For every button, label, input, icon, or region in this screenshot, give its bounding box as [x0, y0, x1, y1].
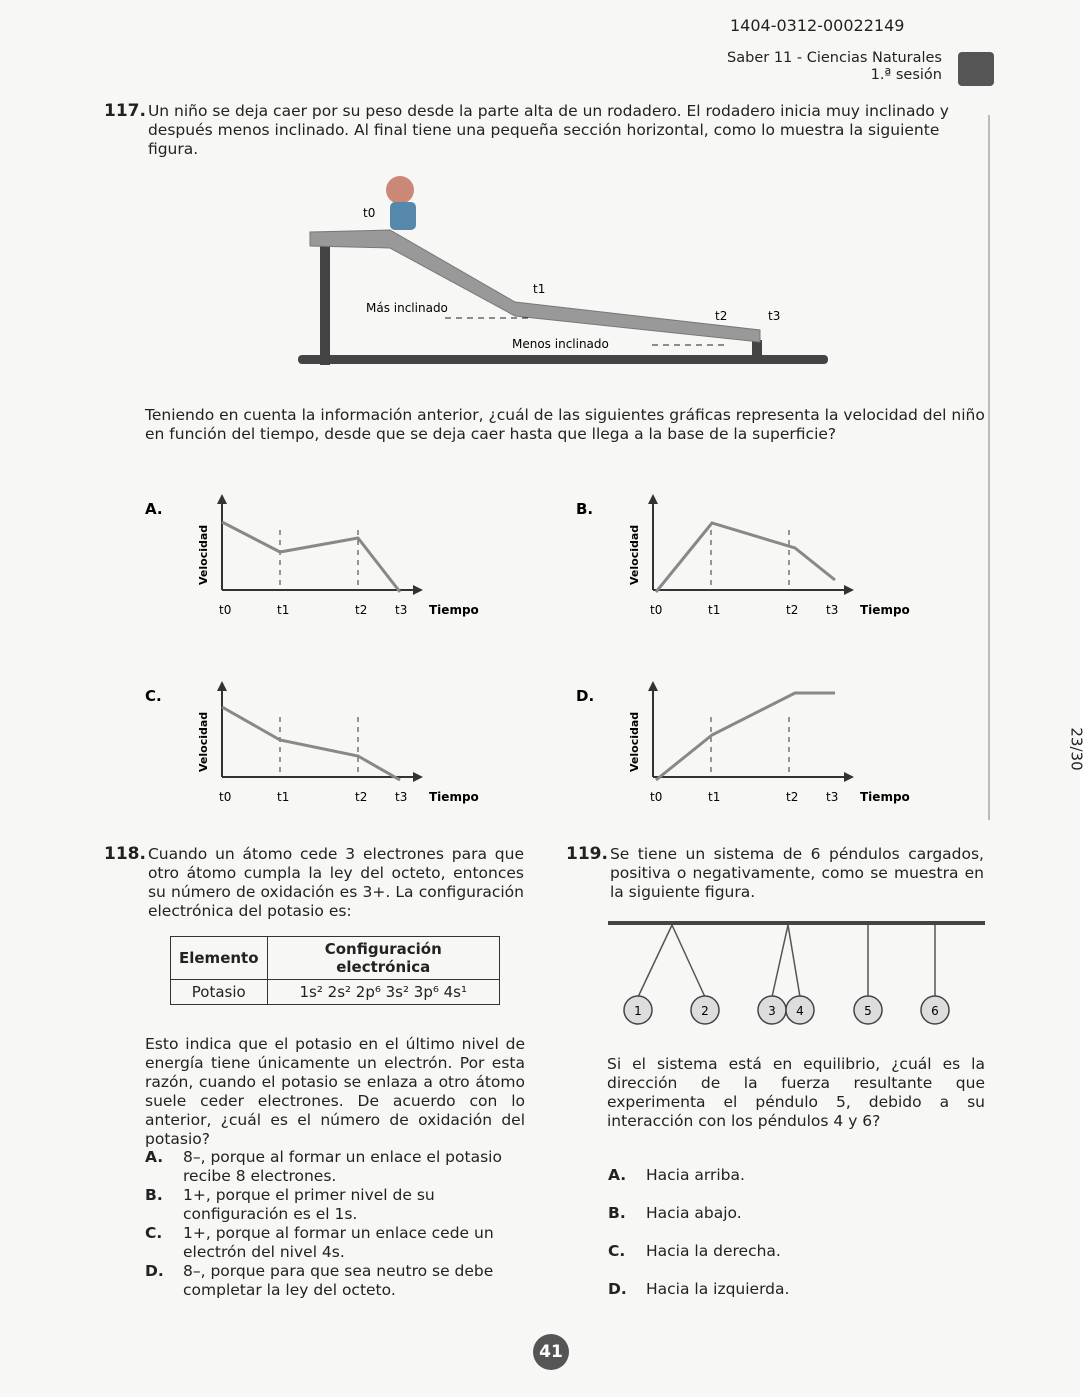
option-letter: A.: [145, 1148, 164, 1166]
answer-option[interactable]: [608, 1166, 986, 1185]
question-119-intro: [566, 845, 984, 902]
graph-letter: A.: [145, 500, 163, 518]
pendulum-number: 1: [634, 1004, 642, 1018]
option-letter: B.: [145, 1186, 163, 1204]
x-axis-arrow-icon: [413, 772, 423, 782]
pendulum-string: [672, 925, 705, 997]
y-axis-arrow-icon: [648, 494, 658, 504]
x-axis-label: Tiempo: [860, 790, 910, 804]
tick-t3: t3: [395, 790, 408, 804]
answer-option[interactable]: [145, 1262, 525, 1300]
logo-icon: [958, 52, 994, 86]
pendulum-string: [788, 925, 800, 997]
option-text: 8–, porque al formar un enlace el potasio recibe 8 electrones.: [183, 1148, 502, 1185]
label-more-inclined: Más inclinado: [366, 301, 448, 315]
y-axis-arrow-icon: [217, 494, 227, 504]
tick-t2: t2: [786, 790, 799, 804]
y-axis-label: Velocidad: [197, 524, 210, 585]
tick-t1: t1: [277, 603, 290, 617]
exam-session: 1.ª sesión: [870, 67, 942, 83]
graph-letter: B.: [576, 500, 594, 518]
tick-t1: t1: [277, 790, 290, 804]
pendulum-number: 2: [701, 1004, 709, 1018]
pendulum-number: 3: [768, 1004, 776, 1018]
x-axis-arrow-icon: [844, 772, 854, 782]
tick-t1: t1: [708, 790, 721, 804]
label-t0: t0: [363, 206, 376, 220]
option-text: Hacia la derecha.: [646, 1242, 781, 1260]
y-axis-arrow-icon: [217, 681, 227, 691]
question-text: Cuando un átomo cede 3 electrones para que otro átomo cumpla la ley del octeto, entonces su número de oxidación es 3+. La configuración electrónica del potasio es:: [147, 845, 524, 920]
velocity-graph-a[interactable]: [145, 490, 505, 625]
velocity-curve: [656, 693, 835, 780]
page-number: 41: [533, 1334, 569, 1370]
label-t1: t1: [533, 282, 546, 296]
tick-t0: t0: [650, 603, 663, 617]
option-letter: C.: [145, 1224, 163, 1242]
document-code: 1404-0312-00022149: [730, 16, 905, 35]
answer-option[interactable]: [145, 1148, 525, 1186]
option-text: Hacia la izquierda.: [646, 1280, 790, 1298]
answer-option[interactable]: [608, 1204, 986, 1223]
tick-t2: t2: [786, 603, 799, 617]
option-text: 1+, porque el primer nivel de su configuración es el 1s.: [183, 1186, 435, 1223]
tick-t0: t0: [650, 790, 663, 804]
tick-t1: t1: [708, 603, 721, 617]
question-number: 117.: [104, 101, 146, 121]
option-letter: B.: [608, 1204, 626, 1222]
velocity-curve: [222, 707, 400, 780]
label-less-inclined: Menos inclinado: [512, 337, 609, 351]
table-header: Elemento: [171, 937, 268, 980]
tick-t2: t2: [355, 790, 368, 804]
x-axis-arrow-icon: [413, 585, 423, 595]
question-text: Un niño se deja caer por su peso desde la parte alta de un rodadero. El rodadero inicia muy inclinado y después menos inclinado. Al final tiene una pequeña sección horizontal, como lo muestra la siguiente figura.: [147, 102, 949, 158]
velocity-graph-c[interactable]: [145, 677, 505, 812]
option-letter: D.: [145, 1262, 164, 1280]
graph-letter: D.: [576, 687, 595, 705]
question-117-intro: [104, 102, 984, 159]
page-counter: 23/30: [1067, 727, 1086, 771]
y-axis-label: Velocidad: [628, 524, 641, 585]
option-text: Hacia arriba.: [646, 1166, 745, 1184]
option-letter: C.: [608, 1242, 626, 1260]
question-text: Se tiene un sistema de 6 péndulos cargados, positiva o negativamente, como se muestra en la siguiente figura.: [609, 845, 984, 901]
x-axis-label: Tiempo: [429, 790, 479, 804]
answer-option[interactable]: [608, 1242, 986, 1261]
pendulum-number: 5: [864, 1004, 872, 1018]
option-letter: D.: [608, 1280, 627, 1298]
table-cell: 1s² 2s² 2p⁶ 3s² 3p⁶ 4s¹: [267, 980, 499, 1005]
tick-t2: t2: [355, 603, 368, 617]
option-text: 8–, porque para que sea neutro se debe completar la ley del octeto.: [183, 1262, 494, 1299]
velocity-graph-d[interactable]: [576, 677, 936, 812]
option-text: 1+, porque al formar un enlace cede un electrón del nivel 4s.: [183, 1224, 494, 1261]
column-divider: [988, 115, 990, 820]
pendulum-string: [638, 925, 672, 997]
x-axis-label: Tiempo: [429, 603, 479, 617]
pendulum-number: 6: [931, 1004, 939, 1018]
exam-title: Saber 11 - Ciencias Naturales: [727, 50, 942, 66]
y-axis-label: Velocidad: [197, 711, 210, 772]
tick-t0: t0: [219, 790, 232, 804]
velocity-curve: [656, 523, 835, 592]
option-text: Hacia abajo.: [646, 1204, 742, 1222]
table-header: Configuración electrónica: [267, 937, 499, 980]
question-118-text: Esto indica que el potasio en el último nivel de energía tiene únicamente un electrón. Por esta razón, cuando el potasio se enlaza a otro átomo suele ceder electrones. De acuerdo con lo anterior, ¿cuál es el número de oxidación del potasio?: [145, 1035, 525, 1148]
question-119-prompt: Si el sistema está en equilibrio, ¿cuál es la dirección de la fuerza resultante que experimenta el péndulo 5, debido a su interacción con los péndulos 4 y 6?: [607, 1055, 985, 1130]
graph-letter: C.: [145, 687, 162, 705]
tick-t0: t0: [219, 603, 232, 617]
electron-config-table: [170, 936, 500, 1005]
pendulum-number: 4: [796, 1004, 804, 1018]
x-axis-label: Tiempo: [860, 603, 910, 617]
option-letter: A.: [608, 1166, 627, 1184]
question-number: 118.: [104, 844, 146, 864]
pendulum-string: [772, 925, 788, 997]
x-axis-arrow-icon: [844, 585, 854, 595]
pendulum-figure: [600, 915, 990, 1035]
velocity-graph-b[interactable]: [576, 490, 936, 625]
tick-t3: t3: [826, 790, 839, 804]
question-number: 119.: [566, 844, 608, 864]
answer-option[interactable]: [608, 1280, 986, 1299]
label-t3: t3: [768, 309, 781, 323]
slide-figure: [290, 160, 840, 375]
label-t2: t2: [715, 309, 728, 323]
y-axis-label: Velocidad: [628, 711, 641, 772]
question-117-prompt: Teniendo en cuenta la información anterior, ¿cuál de las siguientes gráficas representa la velocidad del niño en función del tiempo, desde que se deja caer hasta que llega a la base de la superficie?: [145, 406, 985, 443]
tick-t3: t3: [826, 603, 839, 617]
question-118-options: [145, 1148, 525, 1300]
exam-header: [727, 50, 942, 84]
question-118-intro: [104, 845, 524, 921]
answer-option[interactable]: [145, 1186, 525, 1224]
y-axis-arrow-icon: [648, 681, 658, 691]
question-119-options: [608, 1166, 986, 1318]
table-cell: Potasio: [171, 980, 268, 1005]
velocity-curve: [222, 522, 400, 592]
answer-option[interactable]: [145, 1224, 525, 1262]
tick-t3: t3: [395, 603, 408, 617]
